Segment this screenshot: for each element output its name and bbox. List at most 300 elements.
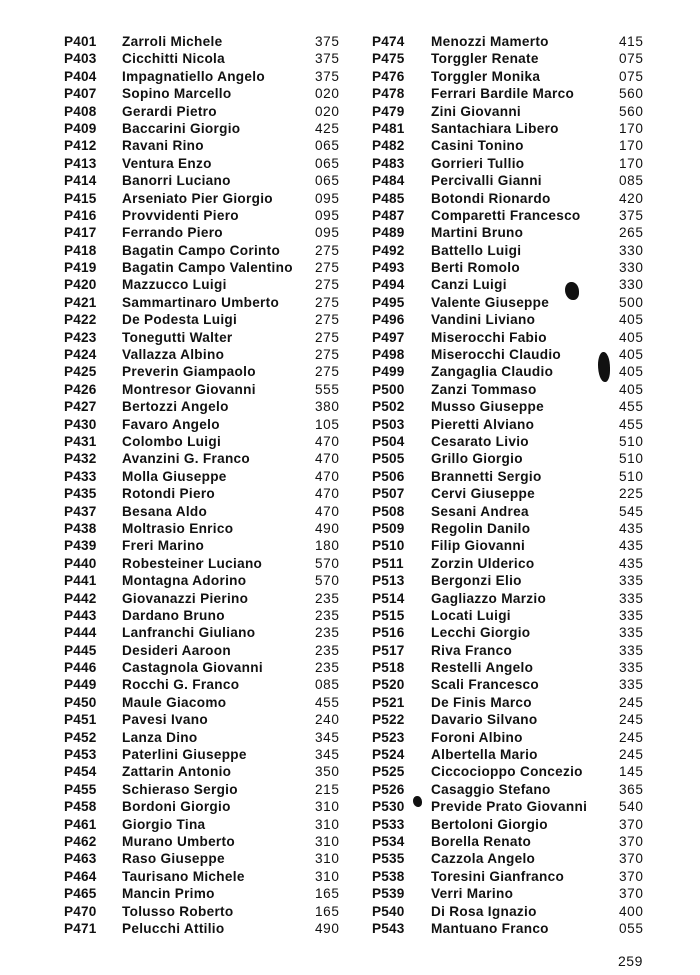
entry-name: Torggler Renate [431,51,539,67]
entry-name: Verri Marino [431,886,514,902]
entry-value: 345 [315,729,340,745]
entry-name: Musso Giuseppe [431,399,544,415]
list-item [64,433,354,450]
entry-name: Moltrasio Enrico [122,520,234,536]
list-item [372,276,652,293]
entry-name: Montagna Adorino [122,573,247,589]
list-item [372,294,652,311]
entry-name: Ciccocioppo Concezio [431,764,583,780]
list-item [64,746,354,763]
entry-value: 510 [619,451,644,467]
entry-code: P426 [64,381,97,397]
entry-name: De Podesta Luigi [122,312,238,328]
entry-name: Casaggio Stefano [431,781,551,797]
entry-value: 455 [619,399,644,415]
list-item [64,85,354,102]
entry-value: 370 [619,886,644,902]
entry-name: Favaro Angelo [122,416,220,432]
entry-code: P500 [372,381,405,397]
list-item [372,137,652,154]
entry-value: 275 [315,364,340,380]
entry-code: P470 [64,903,97,919]
entry-value: 335 [619,677,644,693]
list-item [64,381,354,398]
entry-name: Molla Giuseppe [122,468,227,484]
list-item [64,172,354,189]
entry-code: P443 [64,607,97,623]
entry-name: Pavesi Ivano [122,712,208,728]
entry-value: 310 [315,816,340,832]
entry-value: 075 [619,51,644,67]
entry-code: P539 [372,886,405,902]
list-item [372,381,652,398]
list-item [372,746,652,763]
entry-code: P413 [64,155,97,171]
entry-value: 490 [315,920,340,936]
list-item [64,468,354,485]
entry-value: 055 [619,920,644,936]
entry-name: Vallazza Albino [122,347,225,363]
list-item [64,137,354,154]
entry-value: 145 [619,764,644,780]
entry-code: P424 [64,347,97,363]
list-item [64,676,354,693]
entry-value: 335 [619,590,644,606]
entry-value: 165 [315,886,340,902]
entry-value: 425 [315,120,340,136]
entry-code: P439 [64,538,97,554]
list-item [64,224,354,241]
entry-name: Brannetti Sergio [431,468,542,484]
entry-name: Vandini Liviano [431,312,536,328]
entry-name: Tolusso Roberto [122,903,234,919]
list-item [372,572,652,589]
entry-name: Paterlini Giuseppe [122,747,247,763]
entry-value: 275 [315,242,340,258]
entry-value: 405 [619,329,644,345]
entry-code: P476 [372,68,405,84]
entry-value: 020 [315,86,340,102]
entry-value: 420 [619,190,644,206]
entry-name: Bagatin Campo Corinto [122,242,281,258]
entry-name: Scali Francesco [431,677,540,693]
entry-value: 405 [619,347,644,363]
list-item [64,781,354,798]
entry-name: Percivalli Gianni [431,173,542,189]
entry-code: P498 [372,347,405,363]
list-item [64,485,354,502]
entry-value: 330 [619,277,644,293]
list-item [64,885,354,902]
entry-code: P464 [64,868,97,884]
entry-value: 235 [315,642,340,658]
entry-value: 365 [619,781,644,797]
entry-value: 310 [315,868,340,884]
entry-code: P455 [64,781,97,797]
entry-value: 245 [619,729,644,745]
entry-value: 310 [315,851,340,867]
entry-code: P421 [64,294,97,310]
entry-value: 065 [315,155,340,171]
list-item [64,868,354,885]
entry-name: Valente Giuseppe [431,294,550,310]
entry-name: Zorzin Ulderico [431,555,535,571]
list-item [372,694,652,711]
entry-name: Borella Renato [431,833,532,849]
list-item [372,920,652,937]
entry-name: Zarroli Michele [122,34,223,49]
entry-value: 415 [619,34,644,49]
list-item [372,311,652,328]
list-item [64,450,354,467]
list-item [372,468,652,485]
entry-value: 245 [619,747,644,763]
entry-code: P508 [372,503,405,519]
entry-name: Impagnatiello Angelo [122,68,265,84]
entry-code: P538 [372,868,405,884]
list-item [64,659,354,676]
entry-code: P442 [64,590,97,606]
entry-name: Giorgio Tina [122,816,206,832]
entry-value: 235 [315,660,340,676]
entry-value: 500 [619,294,644,310]
entry-name: Desideri Aaroon [122,642,231,658]
list-item [64,346,354,363]
entry-code: P440 [64,555,97,571]
list-item [64,763,354,780]
entry-name: Robesteiner Luciano [122,555,263,571]
entry-code: P509 [372,520,405,536]
entry-name: Berti Romolo [431,260,520,276]
list-item [372,433,652,450]
entry-value: 165 [315,903,340,919]
entry-code: P427 [64,399,97,415]
list-item [372,398,652,415]
entry-name: Menozzi Mamerto [431,34,549,49]
entry-code: P530 [372,799,405,815]
entry-value: 075 [619,68,644,84]
entry-value: 370 [619,833,644,849]
list-item [64,190,354,207]
entry-code: P481 [372,120,405,136]
entry-name: Torggler Monika [431,68,541,84]
list-item [64,624,354,641]
ink-blot [413,796,422,807]
entry-code: P504 [372,433,405,449]
entry-code: P479 [372,103,405,119]
entry-code: P478 [372,86,405,102]
entry-name: Besana Aldo [122,503,208,519]
entry-value: 240 [315,712,340,728]
entry-code: P435 [64,486,97,502]
entry-name: Previde Prato Giovanni [431,799,588,815]
entry-code: P433 [64,468,97,484]
entry-code: P535 [372,851,405,867]
entry-code: P496 [372,312,405,328]
entry-value: 310 [315,833,340,849]
entry-value: 470 [315,451,340,467]
entry-name: Sopino Marcello [122,86,232,102]
entry-value: 555 [315,381,340,397]
entry-code: P401 [64,34,97,49]
entry-code: P475 [372,51,405,67]
entry-value: 275 [315,260,340,276]
list-item [64,242,354,259]
list-item [64,276,354,293]
entry-name: Taurisano Michele [122,868,245,884]
entry-name: Bordoni Giorgio [122,799,231,815]
entry-code: P510 [372,538,405,554]
entry-value: 275 [315,347,340,363]
entry-value: 435 [619,555,644,571]
entry-value: 170 [619,138,644,154]
entry-name: Pieretti Alviano [431,416,535,432]
entry-value: 470 [315,468,340,484]
list-item [372,607,652,624]
entry-value: 380 [315,399,340,415]
entry-name: Albertella Mario [431,747,538,763]
entry-name: Raso Giuseppe [122,851,225,867]
ink-blot [598,352,610,382]
entry-code: P493 [372,260,405,276]
entry-code: P403 [64,51,97,67]
entry-value: 570 [315,555,340,571]
list-item [64,798,354,815]
entry-code: P407 [64,86,97,102]
entry-value: 245 [619,712,644,728]
entry-code: P503 [372,416,405,432]
entry-value: 405 [619,381,644,397]
entry-code: P462 [64,833,97,849]
entry-name: Bertoloni Giorgio [431,816,548,832]
entry-code: P420 [64,277,97,293]
entry-code: P482 [372,138,405,154]
entry-value: 265 [619,225,644,241]
list-item [64,642,354,659]
list-item [64,520,354,537]
entry-value: 490 [315,520,340,536]
entry-name: Battello Luigi [431,242,522,258]
entry-name: Colombo Luigi [122,433,222,449]
list-item [64,816,354,833]
list-item [64,207,354,224]
list-item [372,624,652,641]
entry-code: P506 [372,468,405,484]
entry-value: 470 [315,503,340,519]
entry-value: 375 [315,51,340,67]
entry-name: Miserocchi Claudio [431,347,562,363]
list-item [64,120,354,137]
entry-value: 085 [619,173,644,189]
entry-name: Bergonzi Elio [431,573,522,589]
entry-name: Bertozzi Angelo [122,399,229,415]
entry-code: P511 [372,555,404,571]
entry-value: 275 [315,277,340,293]
entry-value: 275 [315,294,340,310]
list-item [372,155,652,172]
list-item [372,190,652,207]
list-item [372,676,652,693]
entry-code: P446 [64,660,97,676]
list-item [64,503,354,520]
list-item [372,763,652,780]
entry-code: P408 [64,103,97,119]
entry-code: P492 [372,242,405,258]
entry-name: Lanza Dino [122,729,198,745]
entry-value: 540 [619,799,644,815]
entry-name: Montresor Giovanni [122,381,256,397]
entry-code: P523 [372,729,405,745]
list-item [64,33,354,50]
entry-name: Comparetti Francesco [431,207,581,223]
entry-code: P534 [372,833,405,849]
entry-code: P451 [64,712,97,728]
entry-code: P543 [372,920,405,936]
entry-code: P437 [64,503,97,519]
list-item [64,920,354,937]
entry-code: P507 [372,486,405,502]
entry-value: 085 [315,677,340,693]
list-item [372,416,652,433]
entry-code: P484 [372,173,405,189]
entry-name: Zattarin Antonio [122,764,232,780]
entry-code: P409 [64,120,97,136]
list-item [64,711,354,728]
entry-name: Gerardi Pietro [122,103,217,119]
entry-value: 435 [619,538,644,554]
list-item [372,242,652,259]
entry-value: 170 [619,120,644,136]
entry-name: Freri Marino [122,538,205,554]
entry-code: P415 [64,190,97,206]
entry-code: P430 [64,416,97,432]
entry-code: P497 [372,329,405,345]
entry-value: 225 [619,486,644,502]
entry-name: Giovanazzi Pierino [122,590,249,606]
list-item [372,120,652,137]
entry-code: P518 [372,660,405,676]
entry-code: P513 [372,573,405,589]
entry-name: Cicchitti Nicola [122,51,225,67]
entry-value: 065 [315,138,340,154]
entry-code: P474 [372,34,405,49]
entry-name: Dardano Bruno [122,607,225,623]
entry-value: 455 [619,416,644,432]
entry-name: Banorri Luciano [122,173,231,189]
entry-name: Zini Giovanni [431,103,521,119]
list-item [372,363,652,380]
entry-code: P441 [64,573,97,589]
entry-value: 455 [315,694,340,710]
entry-value: 375 [315,34,340,49]
entry-value: 350 [315,764,340,780]
entry-name: Davario Silvano [431,712,538,728]
entry-code: P417 [64,225,97,241]
list-item [372,711,652,728]
entry-name: Tonegutti Walter [122,329,233,345]
list-item [372,868,652,885]
list-item [64,833,354,850]
entry-code: P404 [64,68,97,84]
list-item [64,50,354,67]
entry-code: P463 [64,851,97,867]
list-item [64,694,354,711]
entry-name: Ferrando Piero [122,225,223,241]
entry-name: Gagliazzo Marzio [431,590,547,606]
entry-name: Riva Franco [431,642,513,658]
entry-name: Sesani Andrea [431,503,529,519]
entry-value: 065 [315,173,340,189]
entry-name: Mantuano Franco [431,920,549,936]
list-item [372,103,652,120]
entry-name: Gorrieri Tullio [431,155,525,171]
list-item [64,572,354,589]
entry-code: P525 [372,764,405,780]
entry-name: Cervi Giuseppe [431,486,535,502]
list-item [372,346,652,363]
entry-name: Lecchi Giorgio [431,625,531,641]
entry-value: 335 [619,642,644,658]
entry-name: Zangaglia Claudio [431,364,554,380]
ink-blot [565,282,579,300]
entry-code: P540 [372,903,405,919]
list-item [64,850,354,867]
entry-code: P521 [372,694,405,710]
entry-code: P419 [64,260,97,276]
entry-value: 370 [619,851,644,867]
entry-name: Rotondi Piero [122,486,216,502]
entry-code: P502 [372,399,405,415]
entry-code: P416 [64,207,97,223]
entry-code: P412 [64,138,97,154]
entry-code: P422 [64,312,97,328]
entry-code: P461 [64,816,97,832]
entry-code: P489 [372,225,405,241]
entry-name: Mazzucco Luigi [122,277,227,293]
entry-value: 180 [315,538,340,554]
entry-value: 375 [619,207,644,223]
list-item [64,537,354,554]
entry-name: Di Rosa Ignazio [431,903,537,919]
entry-value: 510 [619,433,644,449]
entry-name: Baccarini Giorgio [122,120,241,136]
list-item [64,398,354,415]
entry-name: Santachiara Libero [431,120,559,136]
list-item [372,816,652,833]
list-item [372,207,652,224]
list-item [64,555,354,572]
list-item [372,885,652,902]
entry-value: 310 [315,799,340,815]
entry-code: P487 [372,207,405,223]
entry-name: Ravani Rino [122,138,204,154]
entry-value: 020 [315,103,340,119]
entry-value: 095 [315,190,340,206]
entry-value: 275 [315,329,340,345]
list-item [372,33,652,50]
entry-name: Martini Bruno [431,225,524,241]
entry-code: P454 [64,764,97,780]
entry-code: P465 [64,886,97,902]
list-item [64,259,354,276]
entry-code: P515 [372,607,405,623]
list-item [64,68,354,85]
entry-name: Ferrari Bardile Marco [431,86,575,102]
entry-value: 435 [619,520,644,536]
entry-name: Mancin Primo [122,886,215,902]
list-item [372,903,652,920]
list-item [64,294,354,311]
